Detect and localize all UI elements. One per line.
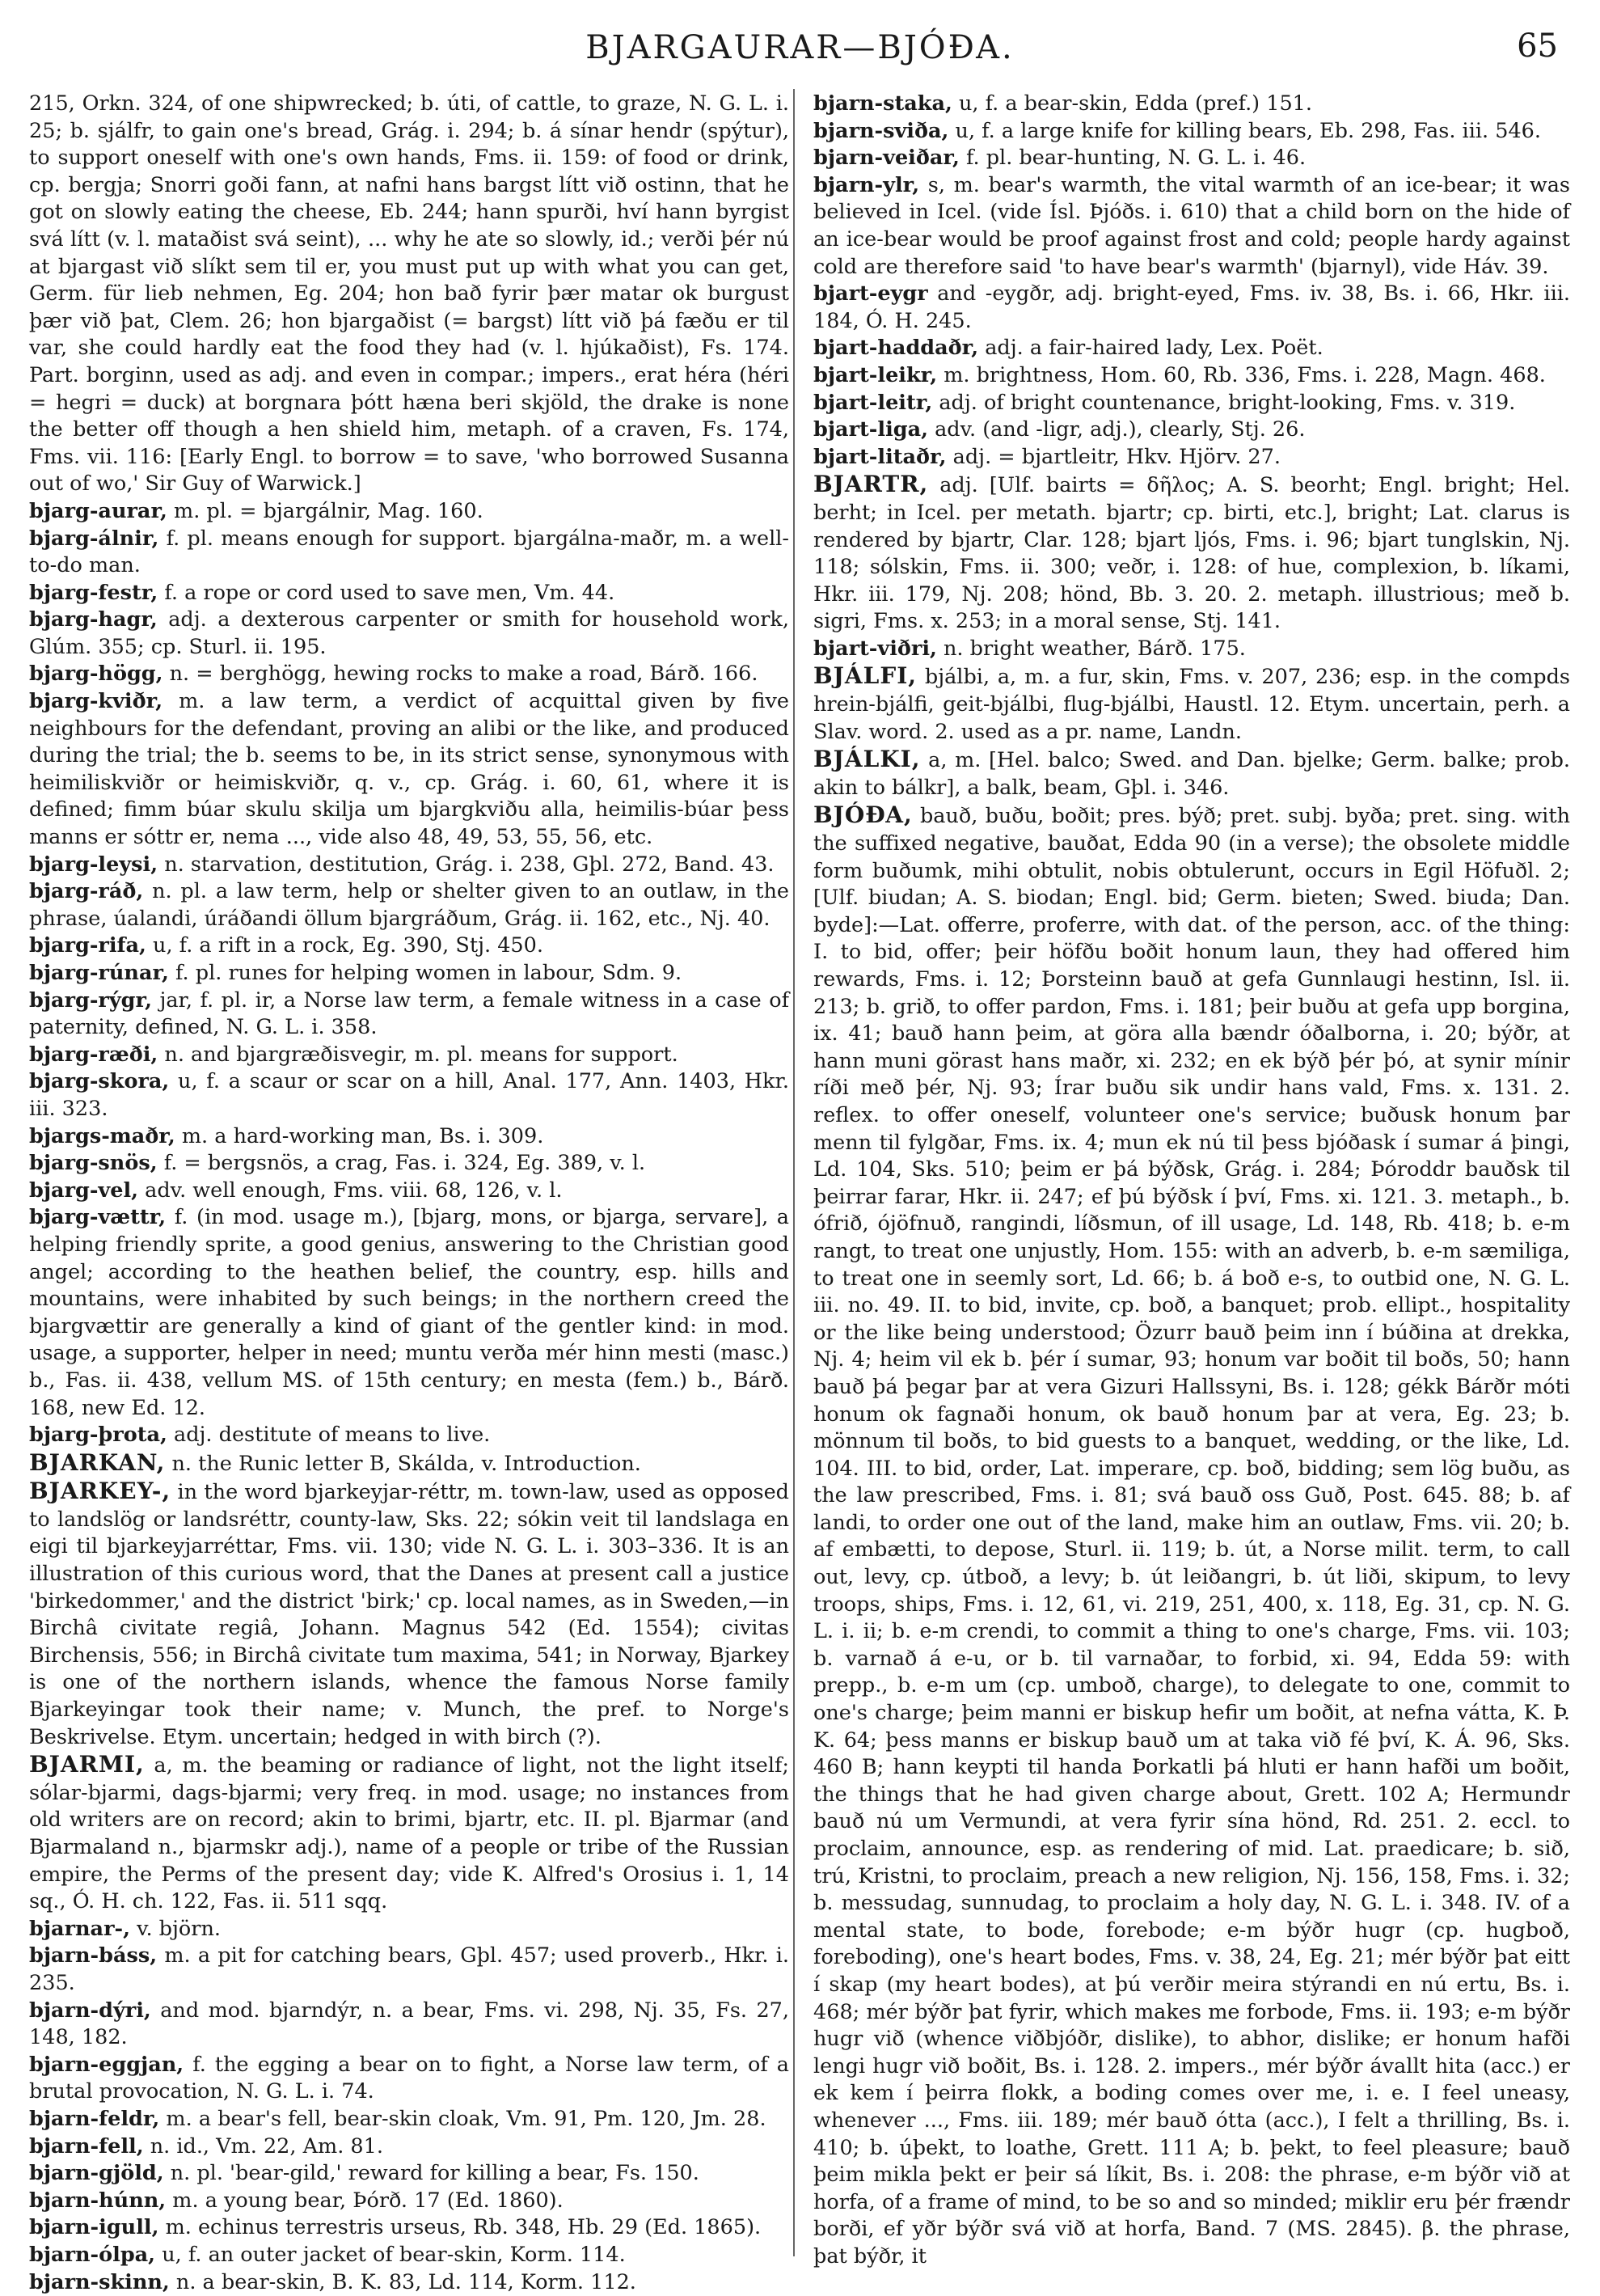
entry-headword: bjart-liga, — [813, 417, 928, 442]
entry-definition: adj. a dexterous carpenter or smith for household work, Glúm. 355; cp. Sturl. ii. 195. — [29, 607, 789, 659]
entry-definition: s, m. bear's warmth, the vital warmth of an ice-bear; it was believed in Icel. (vide Ísl. Þjóðs. i. 610) that a child born on the hide of an ice-bear would be proof against frost and cold; people hardy against cold are therefore said 'to have bear's warmth' (bjarnyl), vide Háv. 39. — [813, 173, 1570, 279]
entry-definition: n. pl. a law term, help or shelter given to an outlaw, in the phrase, úalandi, úráðandi öllum bjargráðum, Grág. ii. 162, etc., Nj. 40. — [29, 879, 789, 931]
entry-headword: BJARKAN, — [29, 1449, 165, 1476]
dictionary-entry — [813, 444, 1570, 471]
entry-definition: and -eygðr, adj. bright-eyed, Fms. iv. 38, Bs. i. 66, Hkr. iii. 184, Ó. H. 245. — [813, 281, 1570, 333]
entry-headword: bjart-leikr, — [813, 363, 937, 387]
entry-definition: a, m. the beaming or radiance of light, not the light itself; sólar-bjarmi, dags-bjarmi; very freq. in mod. usage; no instances from old writers are on record; akin to brimi, bjartr, etc. II. pl. Bjarmar (and Bjarmaland n., bjarmskr adj.), name of a people or tribe of the Russian empire, the Perms of the present day; vide K. Alfred's Orosius i. 1, 14 sq., Ó. H. ch. 122, Fas. ii. 511 sqq. — [29, 1753, 789, 1913]
dictionary-entry — [813, 662, 1570, 746]
entry-definition: n. starvation, destitution, Grág. i. 238, Gþl. 272, Band. 43. — [164, 852, 774, 877]
dictionary-entry — [29, 2160, 789, 2188]
dictionary-entry — [29, 1422, 789, 1449]
entry-headword: bjarn-ylr, — [813, 173, 919, 197]
entry-definition: m. a bear's fell, bear-skin cloak, Vm. 91, Pm. 120, Jm. 28. — [166, 2107, 766, 2131]
dictionary-entry — [29, 1178, 789, 1205]
dictionary-entry — [29, 607, 789, 661]
dictionary-entry — [29, 1123, 789, 1151]
entry-headword: bjarnar-, — [29, 1917, 130, 1941]
entry-definition: n. id., Vm. 22, Am. 81. — [150, 2134, 383, 2159]
entry-definition: u, f. a scaur or scar on a hill, Anal. 177, Ann. 1403, Hkr. iii. 323. — [29, 1069, 789, 1121]
entry-headword: bjarn-staka, — [813, 91, 952, 116]
dictionary-entry — [813, 281, 1570, 335]
dictionary-entry — [813, 91, 1570, 118]
entry-definition: m. a law term, a verdict of acquittal given by five neighbours for the defendant, proving an alibi or the like, and produced during the trial; the b. seems to be, in its strict sense, synonymous with heimiliskviðr or heimiskviðr, q. v., cp. Grág. i. 60, 61, where it is defined; fimm búar skulu skilja um bjargkviðu alla, heimilis-búar þess manns er sóttr er, nema ..., vide also 48, 49, 53, 55, 56, etc. — [29, 689, 789, 849]
entry-definition: f. (in mod. usage m.), [bjarg, mons, or bjarga, servare], a helping friendly sprite, a good genius, answering to the Christian good angel; according to the heathen belief, the country, esp. hills and mountains, were inhabited by such beings; in the northern creed the bjargvættir are generally a kind of giant of the gentler kind: in mod. usage, a supporter, helper in need; muntu verða mér hinn mesti (masc.) b., Fas. ii. 438, vellum MS. of 15th century; en mesta (fem.) b., Bárð. 168, new Ed. 12. — [29, 1205, 789, 1419]
dictionary-entry — [813, 390, 1570, 417]
entry-headword: bjarg-þrota, — [29, 1423, 167, 1447]
entry-definition: adj. a fair-haired lady, Lex. Poët. — [985, 336, 1323, 360]
dictionary-entry — [29, 2052, 789, 2106]
dictionary-entry — [813, 335, 1570, 362]
entry-definition: m. a hard-working man, Bs. i. 309. — [182, 1124, 543, 1148]
entry-headword: bjarg-ræði, — [29, 1042, 158, 1067]
entry-definition: u, f. a bear-skin, Edda (pref.) 151. — [959, 91, 1312, 116]
entry-headword: bjart-leitr, — [813, 391, 932, 415]
entry-headword: bjarg-festr, — [29, 581, 158, 605]
dictionary-entry — [813, 145, 1570, 172]
entry-headword: bjarn-veiðar, — [813, 146, 960, 170]
entry-definition: n. bright weather, Bárð. 175. — [944, 636, 1246, 661]
entry-headword: bjarg-högg, — [29, 662, 163, 686]
dictionary-entry — [29, 1449, 789, 1478]
entry-definition: f. pl. runes for helping women in labour, Sdm. 9. — [175, 961, 682, 985]
entry-definition: adj. [Ulf. bairts = δῆλος; A. S. beorht; Engl. bright; Hel. berht; in Icel. per metath. bjartr; cp. birti, etc.], bright; Lat. clarus is rendered by bjartr, Clar. 128; bjart ljós, Fms. i. 96; bjart tunglskin, Nj. 118; sólskin, Fms. ii. 300; veðr, i. 128: of hue, complexion, b. líkami, Hkr. iii. 179, Nj. 208; hönd, Bb. 3. 20. 2. metaph. illustrious; með b. sigri, Fms. x. 253; in a moral sense, Stj. 141. — [813, 473, 1570, 633]
dictionary-entry — [29, 2242, 789, 2269]
entry-headword: bjarn-sviða, — [813, 119, 948, 143]
entry-headword: bjarg-rúnar, — [29, 961, 169, 985]
dictionary-entry — [29, 1150, 789, 1178]
dictionary-entry — [813, 636, 1570, 663]
dictionary-entry — [29, 661, 789, 688]
dictionary-entry — [29, 960, 789, 987]
dictionary-entry — [29, 688, 789, 852]
entry-definition: bauð, buðu, boðit; pres. býð; pret. subj. byða; pret. sing. with the suffixed negative, bauðat, Edda 90 (in a verse); the obsolete middle form buðumk, mihi obtulit, nobis obtulerunt, occurs in Egil Höfuðl. 2; [Ulf. biudan; A. S. biodan; Engl. bid; Germ. bieten; Swed. biuda; Dan. byde]:—Lat. offerre, proferre, with dat. of the person, acc. of the thing: I. to bid, offer; þeir höfðu boðit honum laun, they had offered him rewards, Fms. i. 12; Þorsteinn bauð at gefa Gunnlaugi hestinn, Isl. ii. 213; b. grið, to offer pardon, Fms. i. 181; þeir buðu at gefa upp borgina, ix. 41; bauð hann þeim, at göra alla bændr óðalborna, i. 20; býðr, at hann muni görast hans maðr, xi. 232; en ek býð þér þó, at synir mínir ríði með þér, Nj. 93; Írar buðu sik undir hans vald, Fms. x. 131. 2. reflex. to offer oneself, volunteer one's service; buðusk honum þar menn til fylgðar, Fms. ix. 4; mun ek nú til þess bjóðask í sumar á þingi, Ld. 104, Sks. 510; þeim er þá býðsk, Grág. i. 284; Þóroddr bauðsk til þeirrar farar, Hkr. ii. 247; ef þú býðsk í því, Fms. xi. 121. 3. metaph., b. ófrið, ójöfnuð, rangindi, líðsmun, of ill usage, Ld. 148, Rb. 418; b. e-m rangt, to treat one unjustly, Hom. 155: with an adverb, b. e-m sæmiliga, to treat one in seemly sort, Ld. 66; b. á boð e-s, to outbid one, N. G. L. iii. no. 49. II. to bid, invite, cp. boð, a banquet; prob. ellipt., hospitality or the like being understood; Özurr bauð þeim inn í búðina at drekka, Nj. 4; heim vil ek b. þér í sumar, 93; honum var boðit til boðs, 50; hann bauð þá þegar þar at vera Gizuri Hallssyni, Bs. i. 128; gékk Bárðr móti honum ok fagnaði honum, ok bauð honum þar at vera, Eg. 23; b. mönnum til boðs, to bid guests to a banquet, wedding, or the like, Ld. 104. III. to bid, order, Lat. imperare, cp. boð, bidding; sem lög buðu, as the law prescribed, Fms. i. 81; svá bauð oss Guð, Post. 645. 88; b. af landi, to order one out of the land, make him an outlaw, Fms. vii. 20; b. af embætti, to depose, Sturl. ii. 119; b. út, a Norse milit. term, to call out, levy, cp. útboð, a levy; b. út leiðangri, b. út liði, skipum, to levy troops, ships, Fms. i. 12, 61, vi. 219, 251, 400, x. 118, Eg. 31, cp. N. G. L. i. ii; b. e-m crendi, to commit a thing to one's charge, Fms. vii. 103; b. varnað á e-u, or b. til varnaðar, to forbid, xi. 94, Edda 59: with prepp., b. e-m um (cp. umboð, charge), to delegate to one, commit to one's charge; þeim manni er biskup hefir um boðit, at nefna vátta, K. Þ. K. 64; þess manns er biskup bauð um at taka við fé því, K. Á. 96, Sks. 460 B; hann keypti til handa Þorkatli þá hluti er hann hafði um boðit, the things that he had given charge about, Grett. 102 A; Hermundr bauð nú um Vermundi, at vera fyrir sína hönd, Rd. 251. 2. eccl. to proclaim, announce, esp. as rendering of mid. Lat. praedicare; b. sið, trú, Kristni, to proclaim, preach a new religion, Nj. 156, 158, Fms. i. 32; b. messudag, sunnudag, to proclaim a holy day, N. G. L. i. 348. IV. of a mental state, to bode, forebode; e-m býðr hugr (cp. hugboð, foreboding), one's heart bodes, Fms. v. 38, 24, Eg. 21; mér býðr þat eitt í skap (my heart bodes), at þú verðir meira stýrandi en nú ertu, Bs. i. 468; mér býðr þat fyrir, which makes me forbode, Fms. ii. 193; e-m býðr hugr við (whence viðbjóðr, dislike), to abhor, dislike; er honum hafði lengi hugr við boðit, Bs. i. 128. 2. impers., mér býðr ávallt hita (acc.) er ek kem í þeirra flokk, a boding comes over me, i. e. I feel uneasy, whenever ..., Fms. iii. 189; mér bauð ótta (acc.), I felt a thrilling, Bs. i. 410; b. úþekt, to loathe, Grett. 111 A; b. þekt, to feel pleasure; bauð þeim mikla þekt er þeir sá líkit, Bs. i. 208: the phrase, e-m býðr við at horfa, of a frame of mind, to be so and so minded; miklir eru þér frændr borði, ef yðr býðr svá við at horfa, Band. 7 (MS. 2845). β. the phrase, þat býðr, it — [813, 804, 1570, 2268]
page-number: 65 — [1517, 27, 1558, 65]
entry-headword: BJARKEY-, — [29, 1478, 171, 1504]
dictionary-entry — [29, 2106, 789, 2133]
dictionary-entry — [29, 498, 789, 526]
entry-definition: n. pl. 'bear-gild,' reward for killing a bear, Fs. 150. — [171, 2161, 699, 2185]
entry-headword: bjarn-dýri, — [29, 1998, 151, 2023]
dictionary-entry — [813, 746, 1570, 801]
dictionary-entry — [29, 1998, 789, 2052]
entry-definition: bjálbi, a, m. a fur, skin, Fms. v. 207, 236; esp. in the compds hrein-bjálfi, geit-bjálbi, flug-bjálbi, Haustl. 12. Etym. uncertain, perh. a Slav. word. 2. used as a pr. name, Landn. — [813, 665, 1570, 743]
entry-headword: bjarg-vel, — [29, 1178, 138, 1203]
entry-headword: bjarg-snös, — [29, 1151, 158, 1175]
entry-definition: m. brightness, Hom. 60, Rb. 336, Fms. i. 228, Magn. 468. — [944, 363, 1546, 387]
entry-headword: bjarn-skinn, — [29, 2270, 170, 2294]
dictionary-entry — [813, 362, 1570, 390]
entry-definition: adv. well enough, Fms. viii. 68, 126, v. l. — [145, 1178, 562, 1203]
dictionary-entry — [29, 1478, 789, 1751]
entry-headword: BJÓÐA, — [813, 801, 913, 828]
dictionary-entry — [29, 2188, 789, 2215]
dictionary-entry — [29, 1916, 789, 1943]
entry-definition: u, f. an outer jacket of bear-skin, Korm. 114. — [162, 2243, 626, 2267]
entry-definition: jar, f. pl. ir, a Norse law term, a female witness in a case of paternity, defined, N. G. L. i. 358. — [29, 988, 789, 1040]
dictionary-entry — [29, 2214, 789, 2242]
dictionary-entry — [29, 852, 789, 879]
dictionary-entry — [29, 987, 789, 1042]
entry-headword: bjarn-igull, — [29, 2215, 158, 2239]
entry-definition: u, f. a large knife for killing bears, Eb. 298, Fas. iii. 546. — [956, 119, 1541, 143]
entry-headword: bjart-litaðr, — [813, 445, 947, 469]
entry-headword: bjarn-húnn, — [29, 2188, 166, 2213]
entry-definition: a, m. [Hel. balco; Swed. and Dan. bjelke; Germ. balke; prob. akin to bálkr], a balk, beam, Gþl. i. 346. — [813, 748, 1570, 800]
entry-headword: bjarg-ráð, — [29, 879, 143, 903]
dictionary-entry — [813, 801, 1570, 2270]
entry-headword: bjarg-kviðr, — [29, 689, 163, 713]
dictionary-entry — [29, 1068, 789, 1123]
dictionary-entry — [29, 1042, 789, 1069]
entry-definition: in the word bjarkeyjar-réttr, m. town-law, used as opposed to landslög or landsréttr, county-law, Sks. 22; sókin veit til landslaga en eigi til bjarkeyjarréttar, Fms. vii. 130; vide N. G. L. i. 303–336. It is an illustration of this curious word, that the Danes at present call a justice 'birkedommer,' and the district 'birk;' cp. local names, as in Sweden,—in Birchâ civitate regiâ, Johann. Magnus 542 (Ed. 1554); civitas Birchensis, 556; in Birchâ civitate tum maxima, 541; in Norway, Bjarkey is one of the northern islands, whence the famous Norse family Bjarkeyingar took their name; v. Munch, the pref. to Norge's Beskrivelse. Etym. uncertain; hedged in with birch (?). — [29, 1480, 789, 1748]
entry-headword: bjarn-feldr, — [29, 2107, 159, 2131]
entry-headword: BJARMI, — [29, 1751, 145, 1778]
entry-headword: bjarn-eggjan, — [29, 2053, 184, 2077]
divider-line-icon — [793, 89, 795, 2256]
column-divider — [793, 89, 795, 2256]
entry-headword: bjarg-rýgr, — [29, 988, 152, 1013]
right-column — [813, 91, 1570, 2266]
entry-definition: m. a pit for catching bears, Gþl. 457; used proverb., Hkr. i. 235. — [29, 1943, 789, 1995]
entry-headword: bjarn-ólpa, — [29, 2243, 155, 2267]
entry-definition: m. echinus terrestris urseus, Rb. 348, Hb. 29 (Ed. 1865). — [166, 2215, 762, 2239]
entry-definition: f. = bergsnös, a crag, Fas. i. 324, Eg. 389, v. l. — [164, 1151, 645, 1175]
entry-headword: bjarg-hagr, — [29, 607, 158, 632]
entry-definition: m. pl. = bjargálnir, Mag. 160. — [174, 499, 483, 523]
entry-headword: bjarg-rifa, — [29, 933, 146, 958]
entry-definition: n. a bear-skin, B. K. 83, Ld. 114, Korm. 112. — [176, 2270, 636, 2294]
entry-headword: bjargs-maðr, — [29, 1124, 175, 1148]
page-header — [32, 24, 1568, 73]
entry-definition: adj. = bjartleitr, Hkv. Hjörv. 27. — [953, 445, 1281, 469]
entry-headword: bjart-haddaðr, — [813, 336, 978, 360]
dictionary-entry — [29, 2133, 789, 2161]
dictionary-entry — [29, 1204, 789, 1422]
dictionary-entry — [29, 1751, 789, 1916]
entry-definition: f. a rope or cord used to save men, Vm. 44. — [164, 581, 614, 605]
left-column — [29, 91, 789, 2266]
entry-headword: BJARTR, — [813, 471, 928, 497]
entry-headword: bjarg-aurar, — [29, 499, 167, 523]
dictionary-entry — [29, 580, 789, 607]
dictionary-entry — [29, 526, 789, 580]
dictionary-entry — [813, 118, 1570, 146]
entry-headword: bjarg-skora, — [29, 1069, 169, 1093]
entry-headword: bjarg-álnir, — [29, 526, 158, 551]
entry-definition: v. björn. — [137, 1917, 221, 1941]
entry-definition: m. a young bear, Þórð. 17 (Ed. 1860). — [172, 2188, 563, 2213]
entry-definition: f. pl. means enough for support. bjargálna-maðr, m. a well-to-do man. — [29, 526, 789, 578]
entry-headword: bjart-eygr — [813, 281, 928, 306]
entry-definition: n. and bjargræðisvegir, m. pl. means for support. — [164, 1042, 678, 1067]
entry-headword: BJÁLKI, — [813, 746, 921, 772]
entry-headword: bjarn-gjöld, — [29, 2161, 164, 2185]
entry-headword: BJÁLFI, — [813, 662, 917, 689]
entry-headword: bjarn-báss, — [29, 1943, 157, 1968]
entry-definition: n. the Runic letter B, Skálda, v. Introduction. — [172, 1452, 641, 1476]
entry-definition: adj. of bright countenance, bright-looking, Fms. v. 319. — [939, 391, 1515, 415]
dictionary-entry — [29, 878, 789, 932]
dictionary-entry — [29, 2269, 789, 2296]
continuation-text: 215, Orkn. 324, of one shipwrecked; b. úti, of cattle, to graze, N. G. L. i. 25; b. sjálfr, to gain one's bread, Grág. i. 294; b. á sínar hendr (spýtur), to support oneself with one's own hands, Fms. ii. 159: of food or drink, cp. bergja; Snorri goði fann, at nafni hans bargst lítt við ostinn, that he got on slowly eating the cheese, Eb. 244; hann spurði, hví hann byrgist svá lítt (v. l. mataðist svá seint), ... why he ate so slowly, id.; verði þér nú at bjargast við slíkt sem til er, you must put up with what you can get, Germ. für lieb nehmen, Eg. 204; hon bað fyrir þær matar ok burgust þær við þat, Clem. 26; hon bjargaðist (= bargst) lítt við þá fæðu er til var, she could hardly eat the food they had (v. l. hjúkaðist), Fs. 174. Part. borginn, used as adj. and even in compar.; impers., erat héra (héri = hegri = duck) at borgnara þótt hæna beri skjöld, the drake is none the better off though a hen shield him, metaph. of a craven, Fs. 174, Fms. vii. 116: [Early Engl. to borrow = to save, 'who borrowed Susanna out of wo,' Sir Guy of Warwick.] — [29, 91, 789, 498]
entry-definition: u, f. a rift in a rock, Eg. 390, Stj. 450. — [153, 933, 543, 958]
dictionary-entry — [29, 1943, 789, 1997]
dictionary-entry — [813, 416, 1570, 444]
entry-definition: n. = berghögg, hewing rocks to make a road, Bárð. 166. — [170, 662, 758, 686]
entry-definition: and mod. bjarndýr, n. a bear, Fms. vi. 298, Nj. 35, Fs. 27, 148, 182. — [29, 1998, 789, 2050]
entry-headword: bjart-viðri, — [813, 636, 937, 661]
entry-definition: adv. (and -ligr, adj.), clearly, Stj. 26. — [935, 417, 1305, 442]
entry-definition: f. pl. bear-hunting, N. G. L. i. 46. — [966, 146, 1306, 170]
dictionary-entry — [29, 932, 789, 960]
dictionary-entry — [813, 172, 1570, 281]
entry-definition: adj. destitute of means to live. — [174, 1423, 490, 1447]
dictionary-entry — [813, 471, 1570, 636]
entry-headword: bjarn-fell, — [29, 2134, 144, 2159]
entry-headword: bjarg-leysi, — [29, 852, 158, 877]
entry-definition: f. the egging a bear on to fight, a Norse law term, of a brutal provocation, N. G. L. i. 74. — [29, 2053, 789, 2104]
running-head: BJARGAURAR—BJÓÐA. — [32, 29, 1568, 66]
entry-headword: bjarg-vættr, — [29, 1205, 166, 1229]
